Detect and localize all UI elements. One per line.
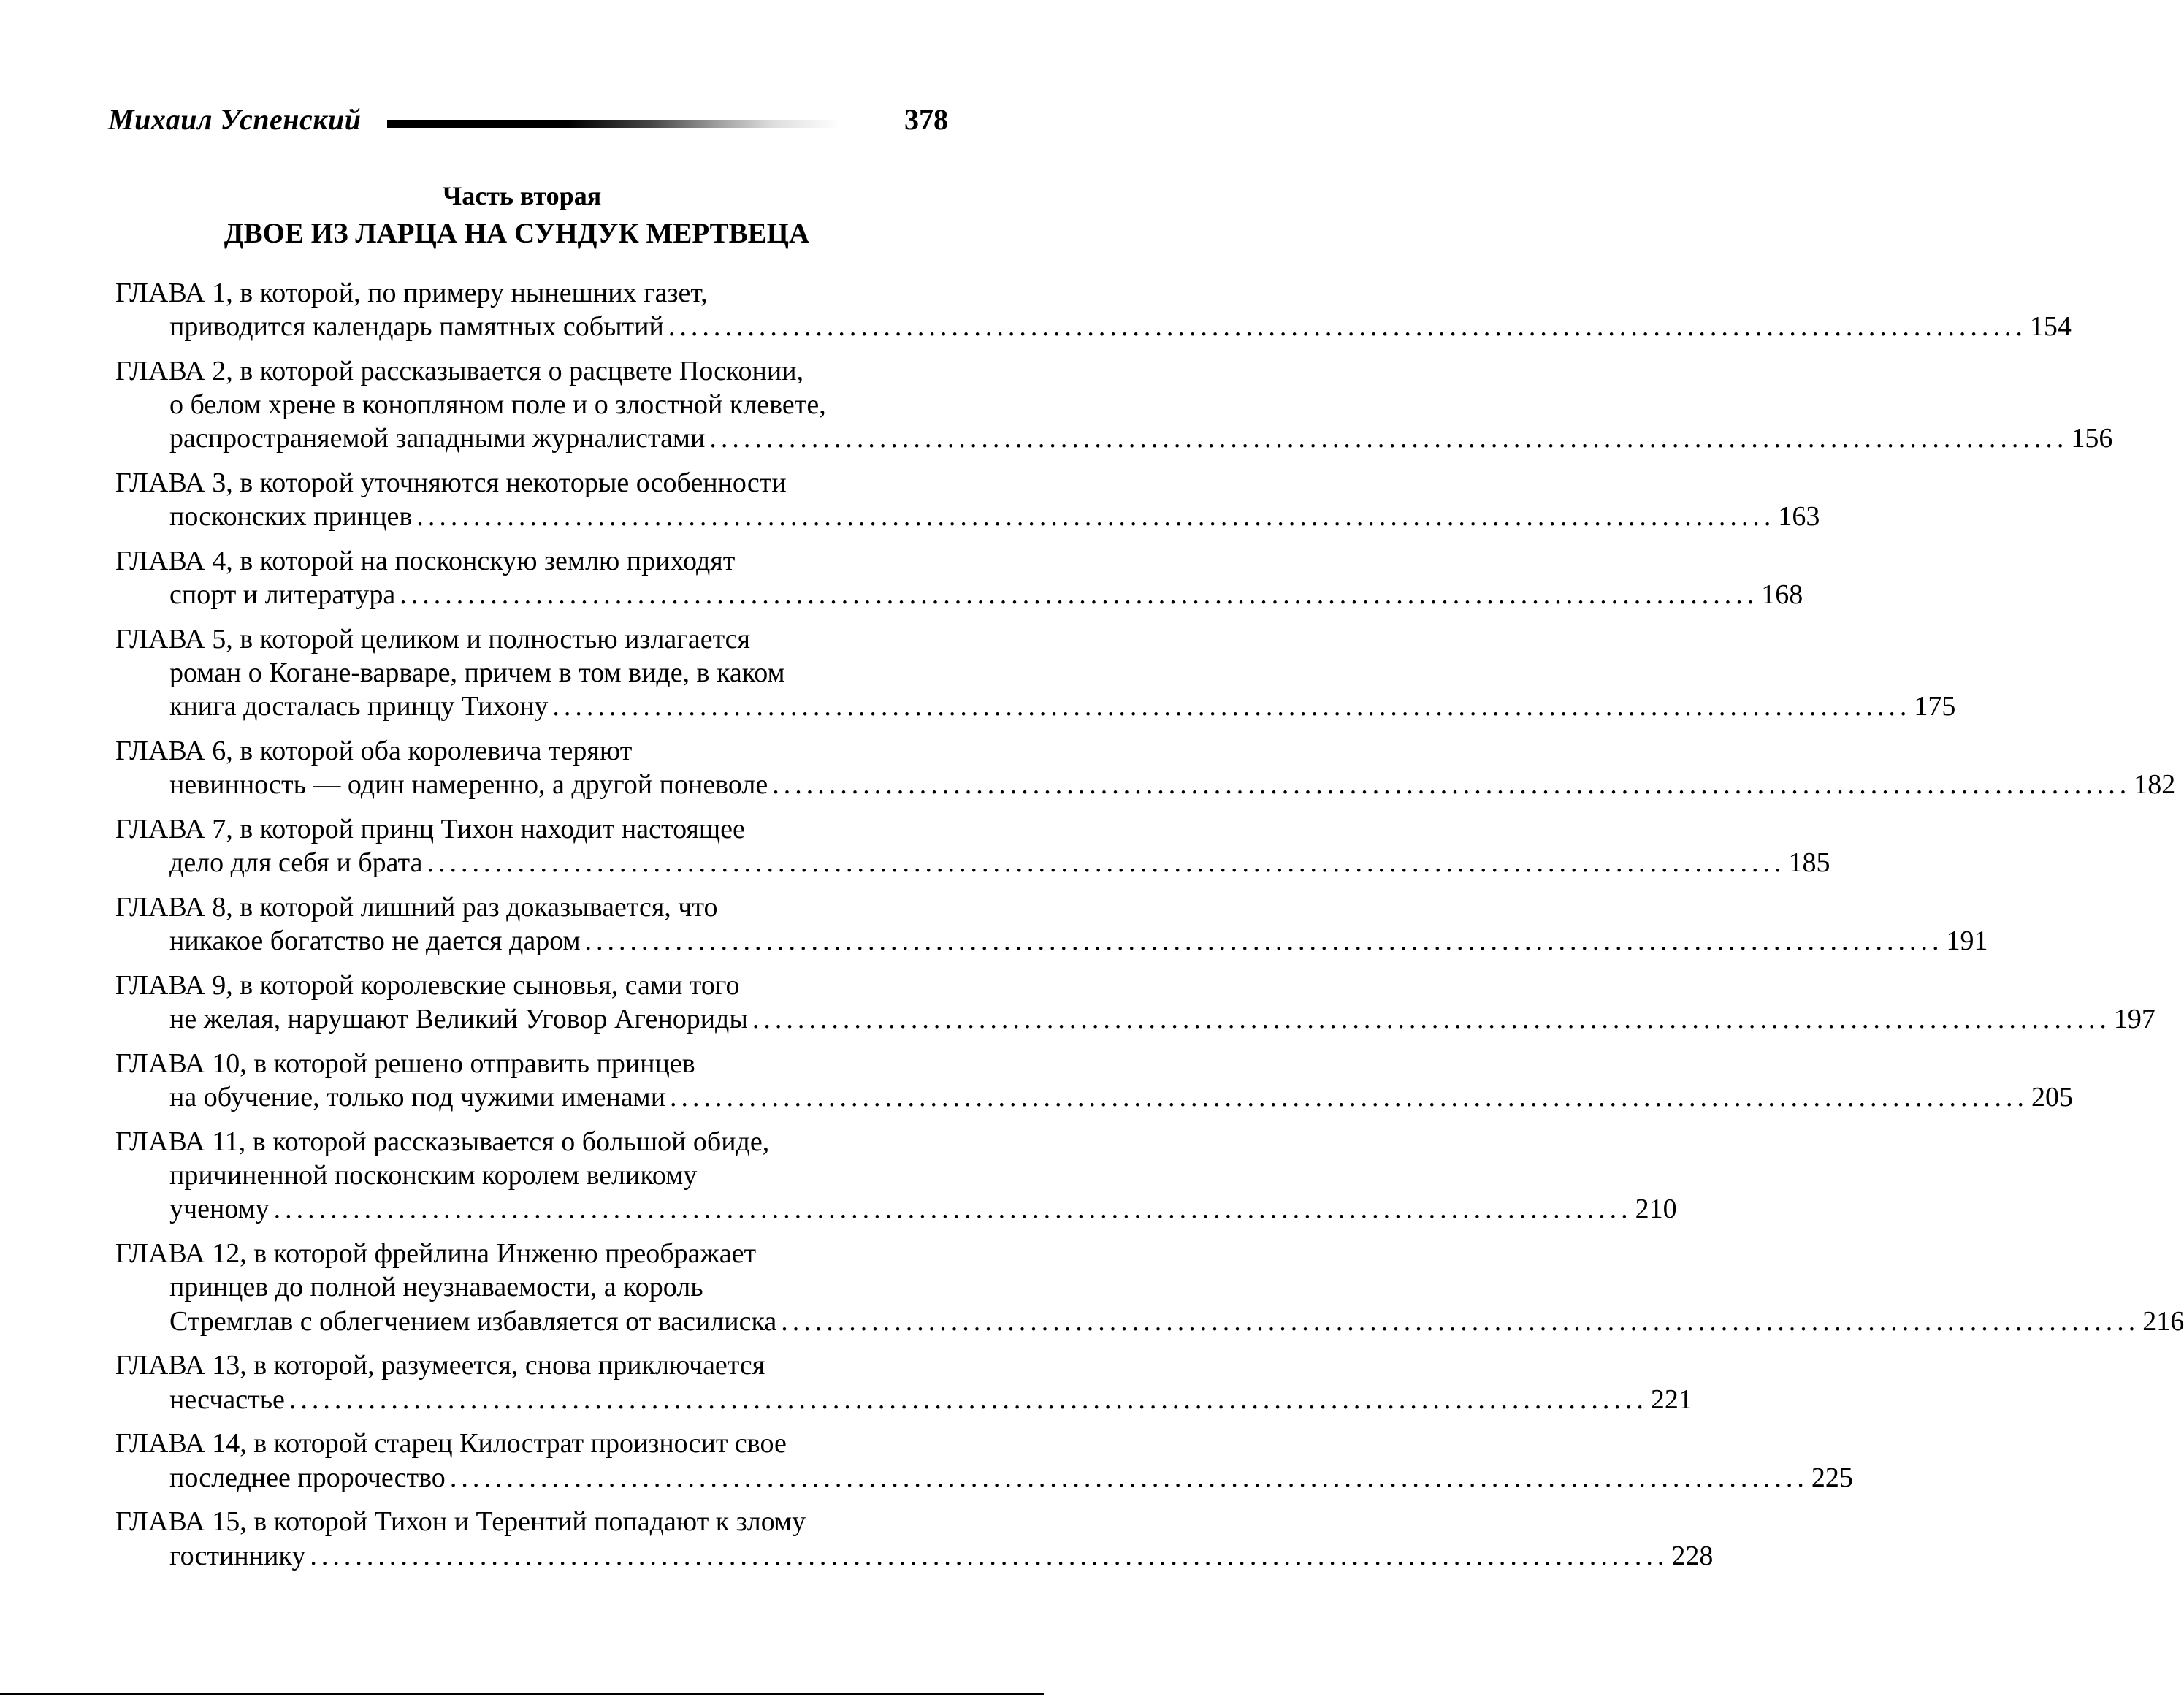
toc-entry-line [115, 1539, 1714, 1573]
toc-entry-text: ГЛАВА 12, в которой фрейлина Инженю преображает [115, 1238, 757, 1270]
toc-entry [115, 1125, 1677, 1226]
part-heading [0, 179, 1044, 253]
author-name: Михаил Успенский [108, 103, 362, 136]
toc-page-number: 191 [1946, 926, 1988, 957]
toc-entry-heading-line [115, 622, 939, 656]
toc-entry-text: ГЛАВА 2, в которой рассказывается о расцвете Посконии, [115, 355, 804, 386]
toc-entry-line [115, 500, 1820, 533]
toc-entry-heading-line [115, 734, 939, 768]
toc-entry-text: ГЛАВА 14, в которой старец Килострат произносит свое [115, 1428, 787, 1459]
toc-entry-text: ГЛАВА 5, в которой целиком и полностью излагается [115, 624, 751, 655]
toc-entry-line [115, 924, 1988, 958]
toc-page-number: 210 [1635, 1194, 1677, 1225]
dot-leader: ........................................................................................................................ [449, 1462, 1809, 1493]
toc-entry-heading-line [115, 1427, 939, 1460]
dot-leader: ........................................................................................................................ [273, 1194, 1633, 1225]
dot-leader: ........................................................................................................................ [427, 847, 1786, 879]
toc-page-number: 168 [1761, 579, 1803, 611]
toc-entry-line [115, 388, 939, 421]
toc-entry-line [115, 1270, 939, 1304]
dot-leader: ........................................................................................................................ [584, 926, 1944, 957]
toc-entry-text: не желая, нарушают Великий Уговор Агенориды [169, 1004, 748, 1035]
toc-entry [115, 734, 2176, 801]
page-number: 378 [904, 103, 948, 136]
toc-page-number: 175 [1914, 691, 1956, 722]
toc-entry-text: гостиннику [169, 1540, 306, 1571]
toc-entry-heading-line [115, 890, 939, 924]
toc-entry-line [115, 1383, 1692, 1416]
dot-leader: ........................................................................................................................ [709, 423, 2069, 454]
toc-entry [115, 1427, 1853, 1494]
toc-entry-text: роман о Когане-варваре, причем в том виде, в каком [169, 657, 785, 689]
dot-leader: ........................................................................................................................ [289, 1384, 1648, 1415]
toc-entry-heading-line [115, 812, 939, 846]
toc-entry [115, 969, 2156, 1036]
toc-entry-line [115, 656, 939, 690]
toc-entry-heading-line [115, 1237, 939, 1270]
toc-entry-line [115, 1461, 1853, 1495]
toc-page-number: 225 [1811, 1462, 1853, 1493]
toc-entry [115, 276, 2072, 343]
toc-entry-text: ГЛАВА 7, в которой принц Тихон находит настоящее [115, 814, 745, 845]
running-header [108, 102, 948, 146]
toc-page-number: 154 [2029, 311, 2072, 343]
toc-entry-heading-line [115, 354, 939, 388]
toc-entry [115, 812, 1830, 879]
dot-leader: ........................................................................................................................ [552, 691, 1912, 722]
toc-entry-text: о белом хрене в конопляном поле и о злостной клевете, [169, 389, 826, 421]
toc-page-number: 228 [1671, 1540, 1714, 1571]
toc-entry-line [115, 1080, 2074, 1114]
toc-page-number: 216 [2142, 1305, 2184, 1337]
toc-entry-heading-line [115, 1348, 939, 1382]
toc-entry [115, 622, 1956, 724]
toc-page-number: 156 [2071, 423, 2113, 454]
toc-entry-text: ГЛАВА 8, в которой лишний раз доказывается, что [115, 892, 718, 923]
toc-entry-heading-line [115, 1125, 939, 1159]
toc-entry-line [115, 1192, 1677, 1226]
toc-entry-text: спорт и литература [169, 579, 396, 611]
dot-leader: ........................................................................................................................ [400, 579, 1759, 611]
toc-entry-text: Стремглав с облегчением избавляется от василиска [169, 1305, 777, 1337]
toc-entry [115, 1505, 1714, 1572]
toc-entry-text: ГЛАВА 3, в которой уточняются некоторые особенности [115, 468, 787, 499]
dot-leader: ........................................................................................................................ [310, 1540, 1669, 1571]
table-of-contents [115, 276, 2184, 1583]
toc-entry-line [115, 1159, 939, 1192]
toc-entry-heading-line [115, 969, 939, 1002]
toc-entry-heading-line [115, 544, 939, 578]
toc-entry-text: причиненной посконским королем великому [169, 1160, 698, 1191]
toc-entry-text: ГЛАВА 13, в которой, разумеется, снова приключается [115, 1350, 765, 1381]
bottom-rule [0, 1693, 1044, 1695]
toc-entry [115, 890, 1988, 958]
toc-entry-text: приводится календарь памятных событий [169, 311, 664, 343]
toc-entry-text: ГЛАВА 11, в которой рассказывается о большой обиде, [115, 1126, 770, 1158]
toc-entry-line [115, 1002, 2156, 1036]
toc-entry-text: невинность — один намеренно, а другой поневоле [169, 769, 768, 801]
toc-entry-text: книга досталась принцу Тихону [169, 691, 549, 722]
toc-entry-line [115, 578, 1803, 611]
toc-entry-text: посконских принцев [169, 501, 413, 533]
toc-entry-text: ГЛАВА 10, в которой решено отправить принцев [115, 1048, 695, 1080]
header-rule [387, 120, 840, 128]
toc-entry-text: ГЛАВА 1, в которой, по примеру нынешних газет, [115, 278, 708, 308]
toc-entry-heading-line [115, 1505, 939, 1538]
toc-entry [115, 544, 1803, 611]
toc-entry-text: ГЛАВА 15, в которой Тихон и Терентий попадают к злому [115, 1506, 806, 1538]
toc-entry-line [115, 1305, 2184, 1338]
toc-entry-text: ученому [169, 1194, 270, 1225]
toc-entry [115, 466, 1820, 533]
toc-entry-text: ГЛАВА 6, в которой оба королевича теряют [115, 736, 633, 767]
part-title: ДВОЕ ИЗ ЛАРЦА НА СУНДУК МЕРТВЕЦА [224, 218, 810, 249]
toc-entry-text: последнее пророчество [169, 1462, 446, 1493]
toc-entry-heading-line [115, 276, 939, 310]
dot-leader: ........................................................................................................................ [668, 311, 2027, 343]
dot-leader: ........................................................................................................................ [772, 769, 2131, 801]
toc-entry-text: дело для себя и брата [169, 847, 423, 879]
toc-entry [115, 354, 2113, 456]
toc-entry-text: ГЛАВА 9, в которой королевские сыновья, сами того [115, 970, 740, 1001]
toc-entry [115, 1237, 2184, 1338]
toc-entry [115, 1348, 1692, 1416]
toc-page-number: 221 [1650, 1384, 1692, 1415]
toc-page-number: 205 [2031, 1082, 2074, 1113]
dot-leader: ........................................................................................................................ [752, 1004, 2111, 1035]
toc-entry-text: распространяемой западными журналистами [169, 423, 706, 454]
toc-entry-heading-line [115, 1047, 939, 1080]
toc-page-number: 163 [1778, 501, 1820, 533]
toc-page-number: 185 [1788, 847, 1830, 879]
toc-entry-line [115, 768, 2176, 801]
toc-page-number: 197 [2113, 1004, 2156, 1035]
toc-entry-text: ГЛАВА 4, в которой на посконскую землю приходят [115, 546, 736, 577]
toc-entry-line [115, 310, 2072, 343]
toc-entry-text: никакое богатство не дается даром [169, 926, 581, 957]
toc-entry-text: несчастье [169, 1384, 285, 1415]
toc-entry [115, 1047, 2074, 1114]
toc-entry-line [115, 846, 1830, 879]
toc-entry-heading-line [115, 466, 939, 500]
toc-entry-line [115, 690, 1956, 723]
dot-leader: ........................................................................................................................ [416, 501, 1776, 533]
toc-entry-text: принцев до полной неузнаваемости, а король [169, 1272, 703, 1303]
toc-entry-text: на обучение, только под чужими именами [169, 1082, 666, 1113]
dot-leader: ........................................................................................................................ [781, 1305, 2140, 1337]
dot-leader: ........................................................................................................................ [670, 1082, 2029, 1113]
part-label: Часть вторая [442, 181, 602, 210]
toc-entry-line [115, 421, 2113, 455]
toc-page-number: 182 [2134, 769, 2176, 801]
